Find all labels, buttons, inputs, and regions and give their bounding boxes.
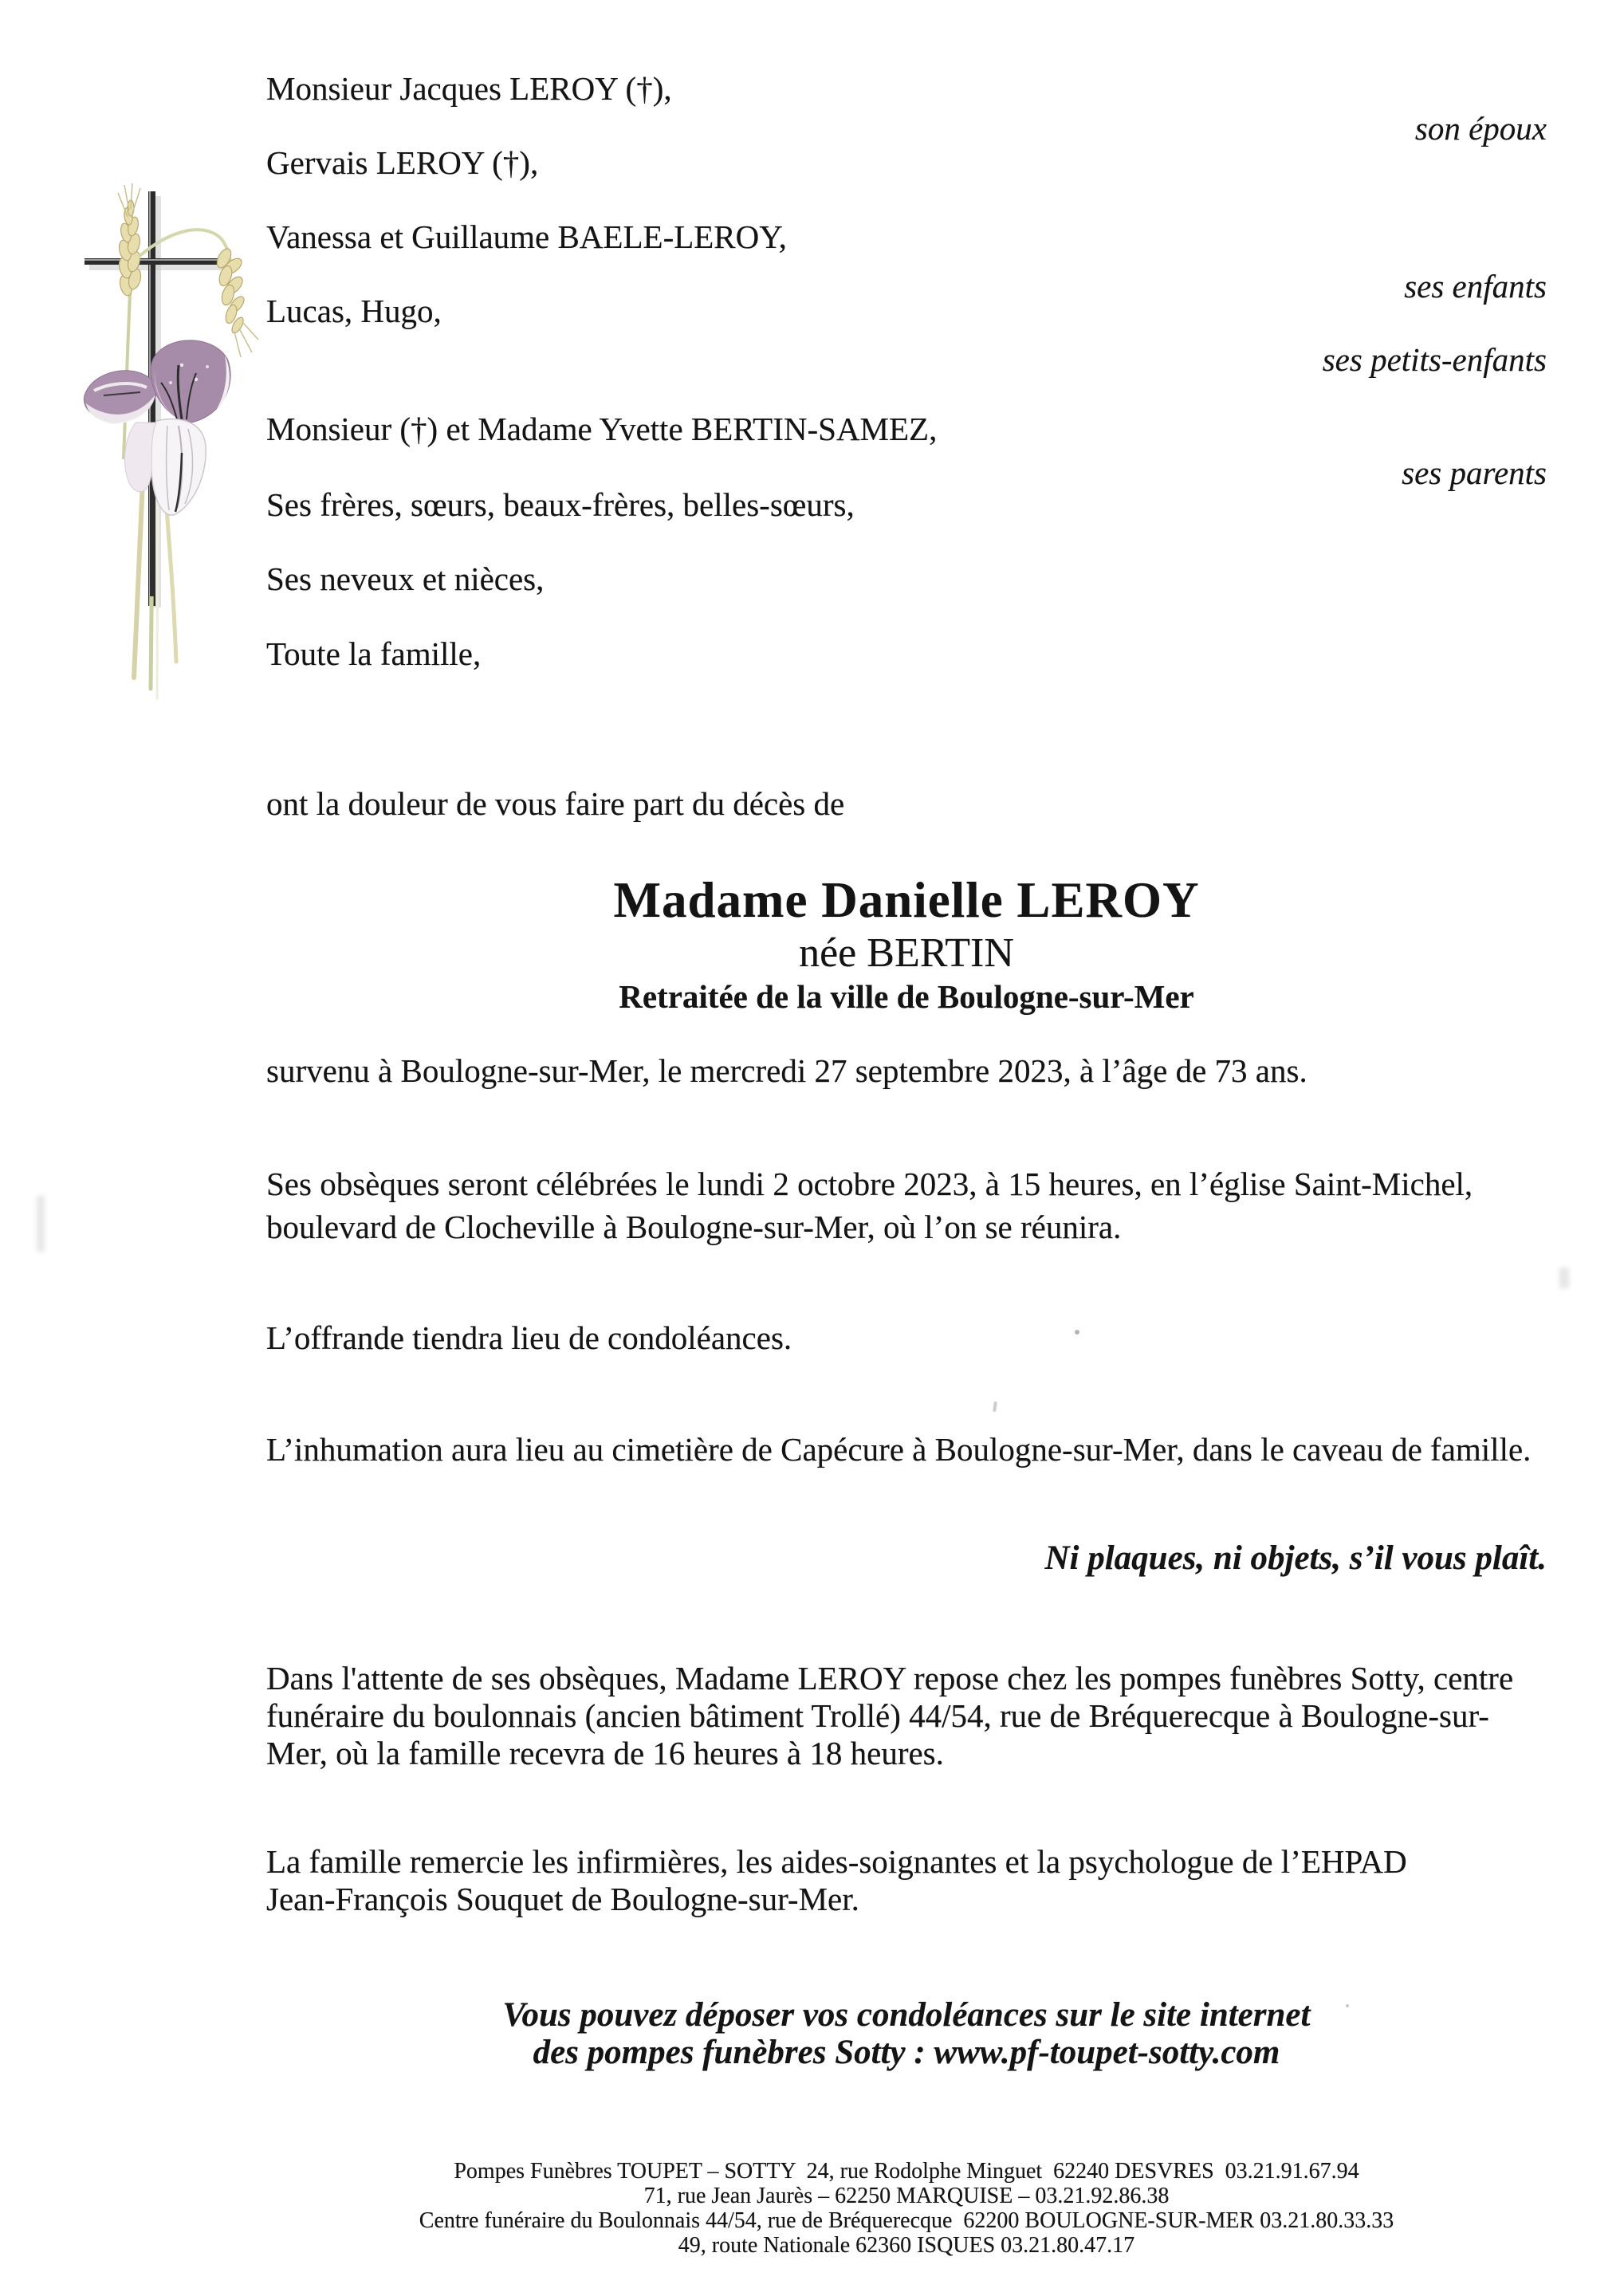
announcer-line: Monsieur (†) et Madame Yvette BERTIN-SAMEZ, <box>266 411 938 447</box>
offering-line: L’offrande tiendra lieu de condoléances. <box>266 1319 792 1356</box>
deceased-name: Madame Danielle LEROY <box>613 872 1200 928</box>
calla-lily-front-petal <box>124 419 206 516</box>
funeral-home-address: Centre funéraire du Boulonnais 44/54, rue de Bréquerecque 62200 BOULOGNE-SUR-MER 03.21.80.33.33 <box>419 2208 1394 2233</box>
deceased-maiden-name: née BERTIN <box>799 930 1014 976</box>
calla-lily-main <box>151 340 230 423</box>
ceremony-line: Ses obsèques seront célébrées le lundi 2 octobre 2023, à 15 heures, en l’église Saint-Michel, <box>266 1166 1473 1202</box>
scan-artifact <box>1559 1268 1569 1288</box>
no-plaques-request: Ni plaques, ni objets, s’il vous plaît. <box>1044 1539 1547 1577</box>
announcer-line: Gervais LEROY (†), <box>266 144 539 181</box>
announcer-line: Vanessa et Guillaume BAELE-LEROY, <box>266 218 787 255</box>
announcer-line: Lucas, Hugo, <box>266 293 442 329</box>
condolences-website-line: des pompes funèbres Sotty : www.pf-toupet-sotty.com <box>533 2034 1280 2071</box>
repose-line: Mer, où la famille recevra de 16 heures à 18 heures. <box>266 1735 944 1771</box>
calla-lily-left <box>84 371 156 424</box>
funeral-home-address: 49, route Nationale 62360 ISQUES 03.21.80.47.17 <box>678 2233 1135 2258</box>
announcer-line: Monsieur Jacques LEROY (†), <box>266 70 672 107</box>
intro-line: ont la douleur de vous faire part du décès de <box>266 785 845 822</box>
relation-label: ses petits-enfants <box>1322 341 1547 378</box>
relation-label: son époux <box>1414 110 1547 147</box>
relation-label: ses parents <box>1402 454 1547 491</box>
repose-line: funéraire du boulonnais (ancien bâtiment Trollé) 44/54, rue de Bréquerecque à Boulogne-sur- <box>266 1697 1489 1734</box>
announcer-line: Ses frères, sœurs, beaux-frères, belles-sœurs, <box>266 486 855 523</box>
thanks-line: La famille remercie les infirmières, les aides-soignantes et la psychologue de l’EHPAD <box>266 1843 1407 1880</box>
funeral-home-address: 71, rue Jean Jaurès – 62250 MARQUISE – 03.21.92.86.38 <box>643 2184 1170 2208</box>
deceased-occupation: Retraitée de la ville de Boulogne-sur-Mer <box>619 978 1194 1015</box>
announcer-line: Toute la famille, <box>266 635 482 672</box>
cross-lilies-wheat-decoration <box>62 182 261 700</box>
scan-artifact <box>993 1402 997 1412</box>
death-date-line: survenu à Boulogne-sur-Mer, le mercredi 27 septembre 2023, à l’âge de 73 ans. <box>266 1052 1307 1089</box>
burial-line: L’inhumation aura lieu au cimetière de Capécure à Boulogne-sur-Mer, dans le caveau de famille. <box>266 1431 1532 1468</box>
relation-label: ses enfants <box>1404 268 1547 305</box>
scan-artifact <box>37 1196 45 1252</box>
repose-line: Dans l'attente de ses obsèques, Madame LEROY repose chez les pompes funèbres Sotty, centre <box>266 1660 1514 1696</box>
announcer-line: Ses neveux et nièces, <box>266 560 545 597</box>
condolences-website-line: Vous pouvez déposer vos condoléances sur le site internet <box>502 1996 1311 2034</box>
ceremony-line: boulevard de Clocheville à Boulogne-sur-Mer, où l’on se réunira. <box>266 1209 1122 1245</box>
thanks-line: Jean-François Souquet de Boulogne-sur-Mer. <box>266 1881 859 1917</box>
scan-artifact <box>1075 1330 1079 1335</box>
funeral-home-address: Pompes Funèbres TOUPET – SOTTY 24, rue Rodolphe Minguet 62240 DESVRES 03.21.91.67.94 <box>454 2159 1359 2184</box>
